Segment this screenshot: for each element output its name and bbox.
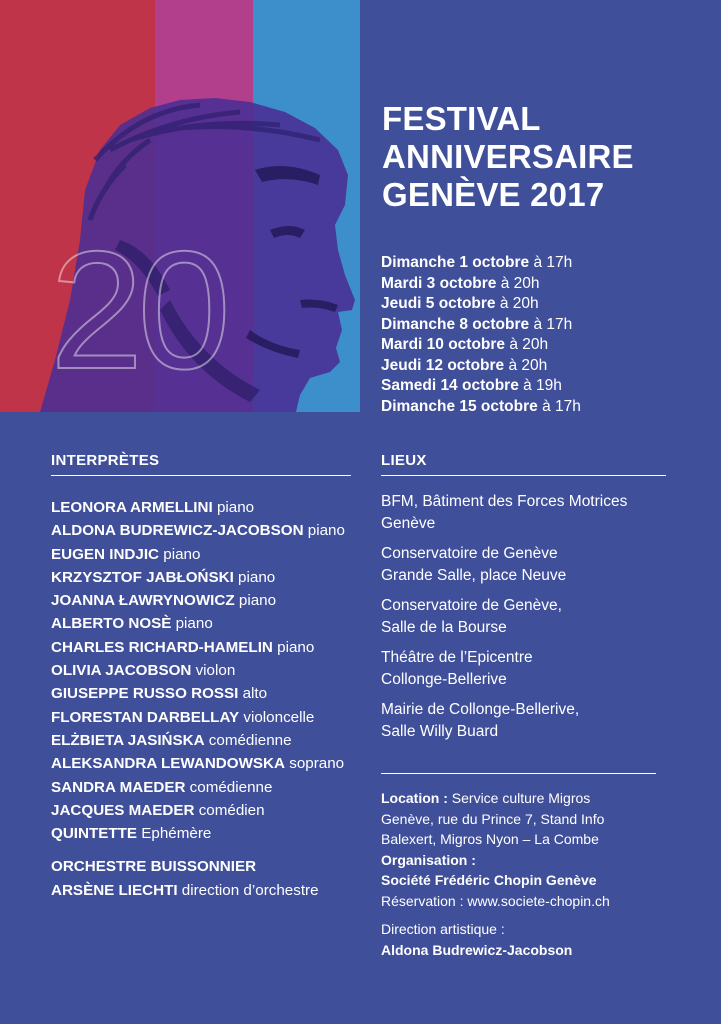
venue-name: Mairie de Collonge-Bellerive,: [381, 701, 580, 718]
date-day: Jeudi 5 octobre: [381, 295, 496, 312]
performer-item: [51, 706, 356, 729]
date-time: à 20h: [496, 274, 540, 292]
festival-title: [382, 100, 702, 214]
performer-item: [51, 659, 356, 682]
organisation-value: [381, 870, 701, 891]
date-time: à 20h: [495, 295, 539, 312]
venue-item: [381, 491, 701, 534]
date-item: [381, 294, 711, 315]
performer-item: [51, 543, 356, 566]
venue-name: Théâtre de l’Epicentre: [381, 649, 533, 666]
performer-item: [51, 682, 356, 705]
venue-name: BFM, Bâtiment des Forces Motrices: [381, 493, 628, 510]
performer-name: JACQUES MAEDER: [51, 801, 195, 819]
portrait-illustration: [0, 0, 360, 412]
performer-name: GIUSEPPE RUSSO ROSSI: [51, 685, 239, 703]
performer-role: comédienne: [204, 731, 292, 749]
performer-name: EUGEN INDJIC: [51, 545, 160, 563]
date-time: à 19h: [518, 377, 562, 394]
location-label: Location :: [381, 790, 448, 806]
organisation-label-text: Organisation :: [381, 851, 476, 868]
performer-role: comédienne: [185, 778, 273, 796]
performer-item: [51, 496, 356, 519]
date-day: Dimanche 8 octobre: [381, 315, 530, 333]
location-line: [381, 788, 701, 809]
performers-divider: [51, 475, 351, 476]
performer-item: [51, 729, 356, 752]
date-day: Dimanche 15 octobre: [381, 397, 538, 415]
performer-item: [51, 566, 356, 589]
date-item: [381, 356, 711, 377]
venue-item: [381, 543, 701, 586]
date-day: Dimanche 1 octobre: [381, 254, 530, 271]
date-item: [381, 335, 711, 356]
performer-role: piano: [159, 545, 201, 563]
artistic-director-name: Aldona Budrewicz-Jacobson: [381, 941, 573, 958]
venue-item: [381, 595, 701, 638]
performers-list: [51, 496, 356, 902]
venue-detail: Salle Willy Buard: [381, 722, 499, 740]
date-day: Samedi 14 octobre: [381, 377, 519, 394]
performer-name: JOANNA ŁAWRYNOWICZ: [51, 592, 235, 610]
performer-item: [51, 752, 356, 775]
venues-heading: LIEUX: [381, 452, 427, 469]
performer-item: [51, 519, 356, 542]
venue-detail: Genève: [381, 514, 436, 532]
venues-divider: [381, 475, 666, 476]
performer-role: comédien: [194, 801, 265, 819]
orchestra-name: ORCHESTRE BUISSONNIER: [51, 858, 257, 876]
orchestra-item: [51, 855, 356, 878]
performer-name: SANDRA MAEDER: [51, 778, 186, 796]
performer-name: CHARLES RICHARD-HAMELIN: [51, 638, 273, 656]
performer-item: [51, 776, 356, 799]
date-item: [381, 315, 711, 336]
reservation-line: Réservation : www.societe-chopin.ch: [381, 892, 610, 909]
date-time: à 17h: [529, 315, 573, 333]
performer-role: piano: [303, 522, 345, 540]
conductor-role: direction d’orchestre: [177, 881, 319, 899]
performer-name: KRZYSZTOF JABŁOŃSKI: [51, 568, 234, 586]
performer-role: piano: [234, 592, 277, 610]
performer-role: piano: [212, 499, 255, 516]
venue-item: [381, 699, 701, 742]
venue-item: [381, 647, 701, 690]
direction-label: Direction artistique :: [381, 921, 505, 937]
anniversary-number: 20: [50, 216, 225, 404]
performer-name: ALDONA BUDREWICZ-JACOBSON: [51, 522, 304, 540]
date-item: [381, 274, 711, 295]
practical-info: [381, 788, 701, 960]
title-line: FESTIVAL: [382, 100, 541, 137]
venue-detail: Salle de la Bourse: [381, 618, 507, 636]
date-item: [381, 253, 711, 274]
info-divider: [381, 773, 656, 774]
title-line: GENÈVE 2017: [382, 176, 605, 213]
date-day: Jeudi 12 octobre: [381, 356, 505, 374]
conductor-name: ARSÈNE LIECHTI: [51, 881, 178, 899]
performer-item: [51, 799, 356, 822]
performers-heading: INTERPRÈTES: [51, 452, 160, 469]
location-line: Genève, rue du Prince 7, Stand Info: [381, 810, 605, 827]
performer-item: [51, 589, 356, 612]
date-time: à 17h: [529, 254, 573, 271]
venue-detail: Collonge-Bellerive: [381, 670, 507, 688]
organisation-name: Société Frédéric Chopin Genève: [381, 872, 597, 888]
performer-name: LEONORA ARMELLINI: [51, 499, 213, 516]
performer-role: alto: [238, 685, 268, 703]
date-time: à 20h: [504, 356, 548, 374]
date-time: à 20h: [505, 336, 549, 353]
venue-name: Conservatoire de Genève: [381, 545, 558, 562]
performer-name: ELŻBIETA JASIŃSKA: [51, 731, 205, 749]
performer-name: OLIVIA JACOBSON: [51, 662, 192, 680]
performer-role: piano: [233, 568, 276, 586]
concert-dates: [381, 253, 711, 417]
date-day: Mardi 3 octobre: [381, 274, 497, 292]
performer-item: [51, 612, 356, 635]
performer-role: piano: [272, 638, 315, 656]
performer-role: Ephémère: [137, 825, 212, 843]
venue-detail: Grande Salle, place Neuve: [381, 566, 567, 584]
venues-list: [381, 491, 701, 751]
spacer: [381, 911, 701, 919]
performer-role: soprano: [285, 755, 345, 773]
organisation-label: [381, 850, 701, 871]
performer-item: [51, 822, 356, 845]
location-line: Balexert, Migros Nyon – La Combe: [381, 831, 599, 847]
orchestra-item: [51, 879, 356, 902]
location-value: Service culture Migros: [447, 790, 591, 806]
poster-artwork: [0, 0, 360, 412]
date-item: [381, 397, 711, 418]
performer-role: violoncelle: [239, 708, 315, 726]
performer-name: ALBERTO NOSÈ: [51, 615, 172, 633]
date-time: à 17h: [537, 397, 581, 415]
performer-item: [51, 636, 356, 659]
performer-name: ALEKSANDRA LEWANDOWSKA: [51, 755, 285, 773]
performer-name: FLORESTAN DARBELLAY: [51, 708, 240, 726]
spacer: [51, 845, 356, 855]
performer-role: piano: [171, 615, 213, 633]
venue-name: Conservatoire de Genève,: [381, 597, 562, 614]
performer-name: QUINTETTE: [51, 825, 138, 843]
date-item: [381, 376, 711, 397]
date-day: Mardi 10 octobre: [381, 336, 506, 353]
direction-value: [381, 940, 701, 961]
performer-role: violon: [191, 662, 236, 680]
title-line: ANNIVERSAIRE: [382, 138, 634, 175]
